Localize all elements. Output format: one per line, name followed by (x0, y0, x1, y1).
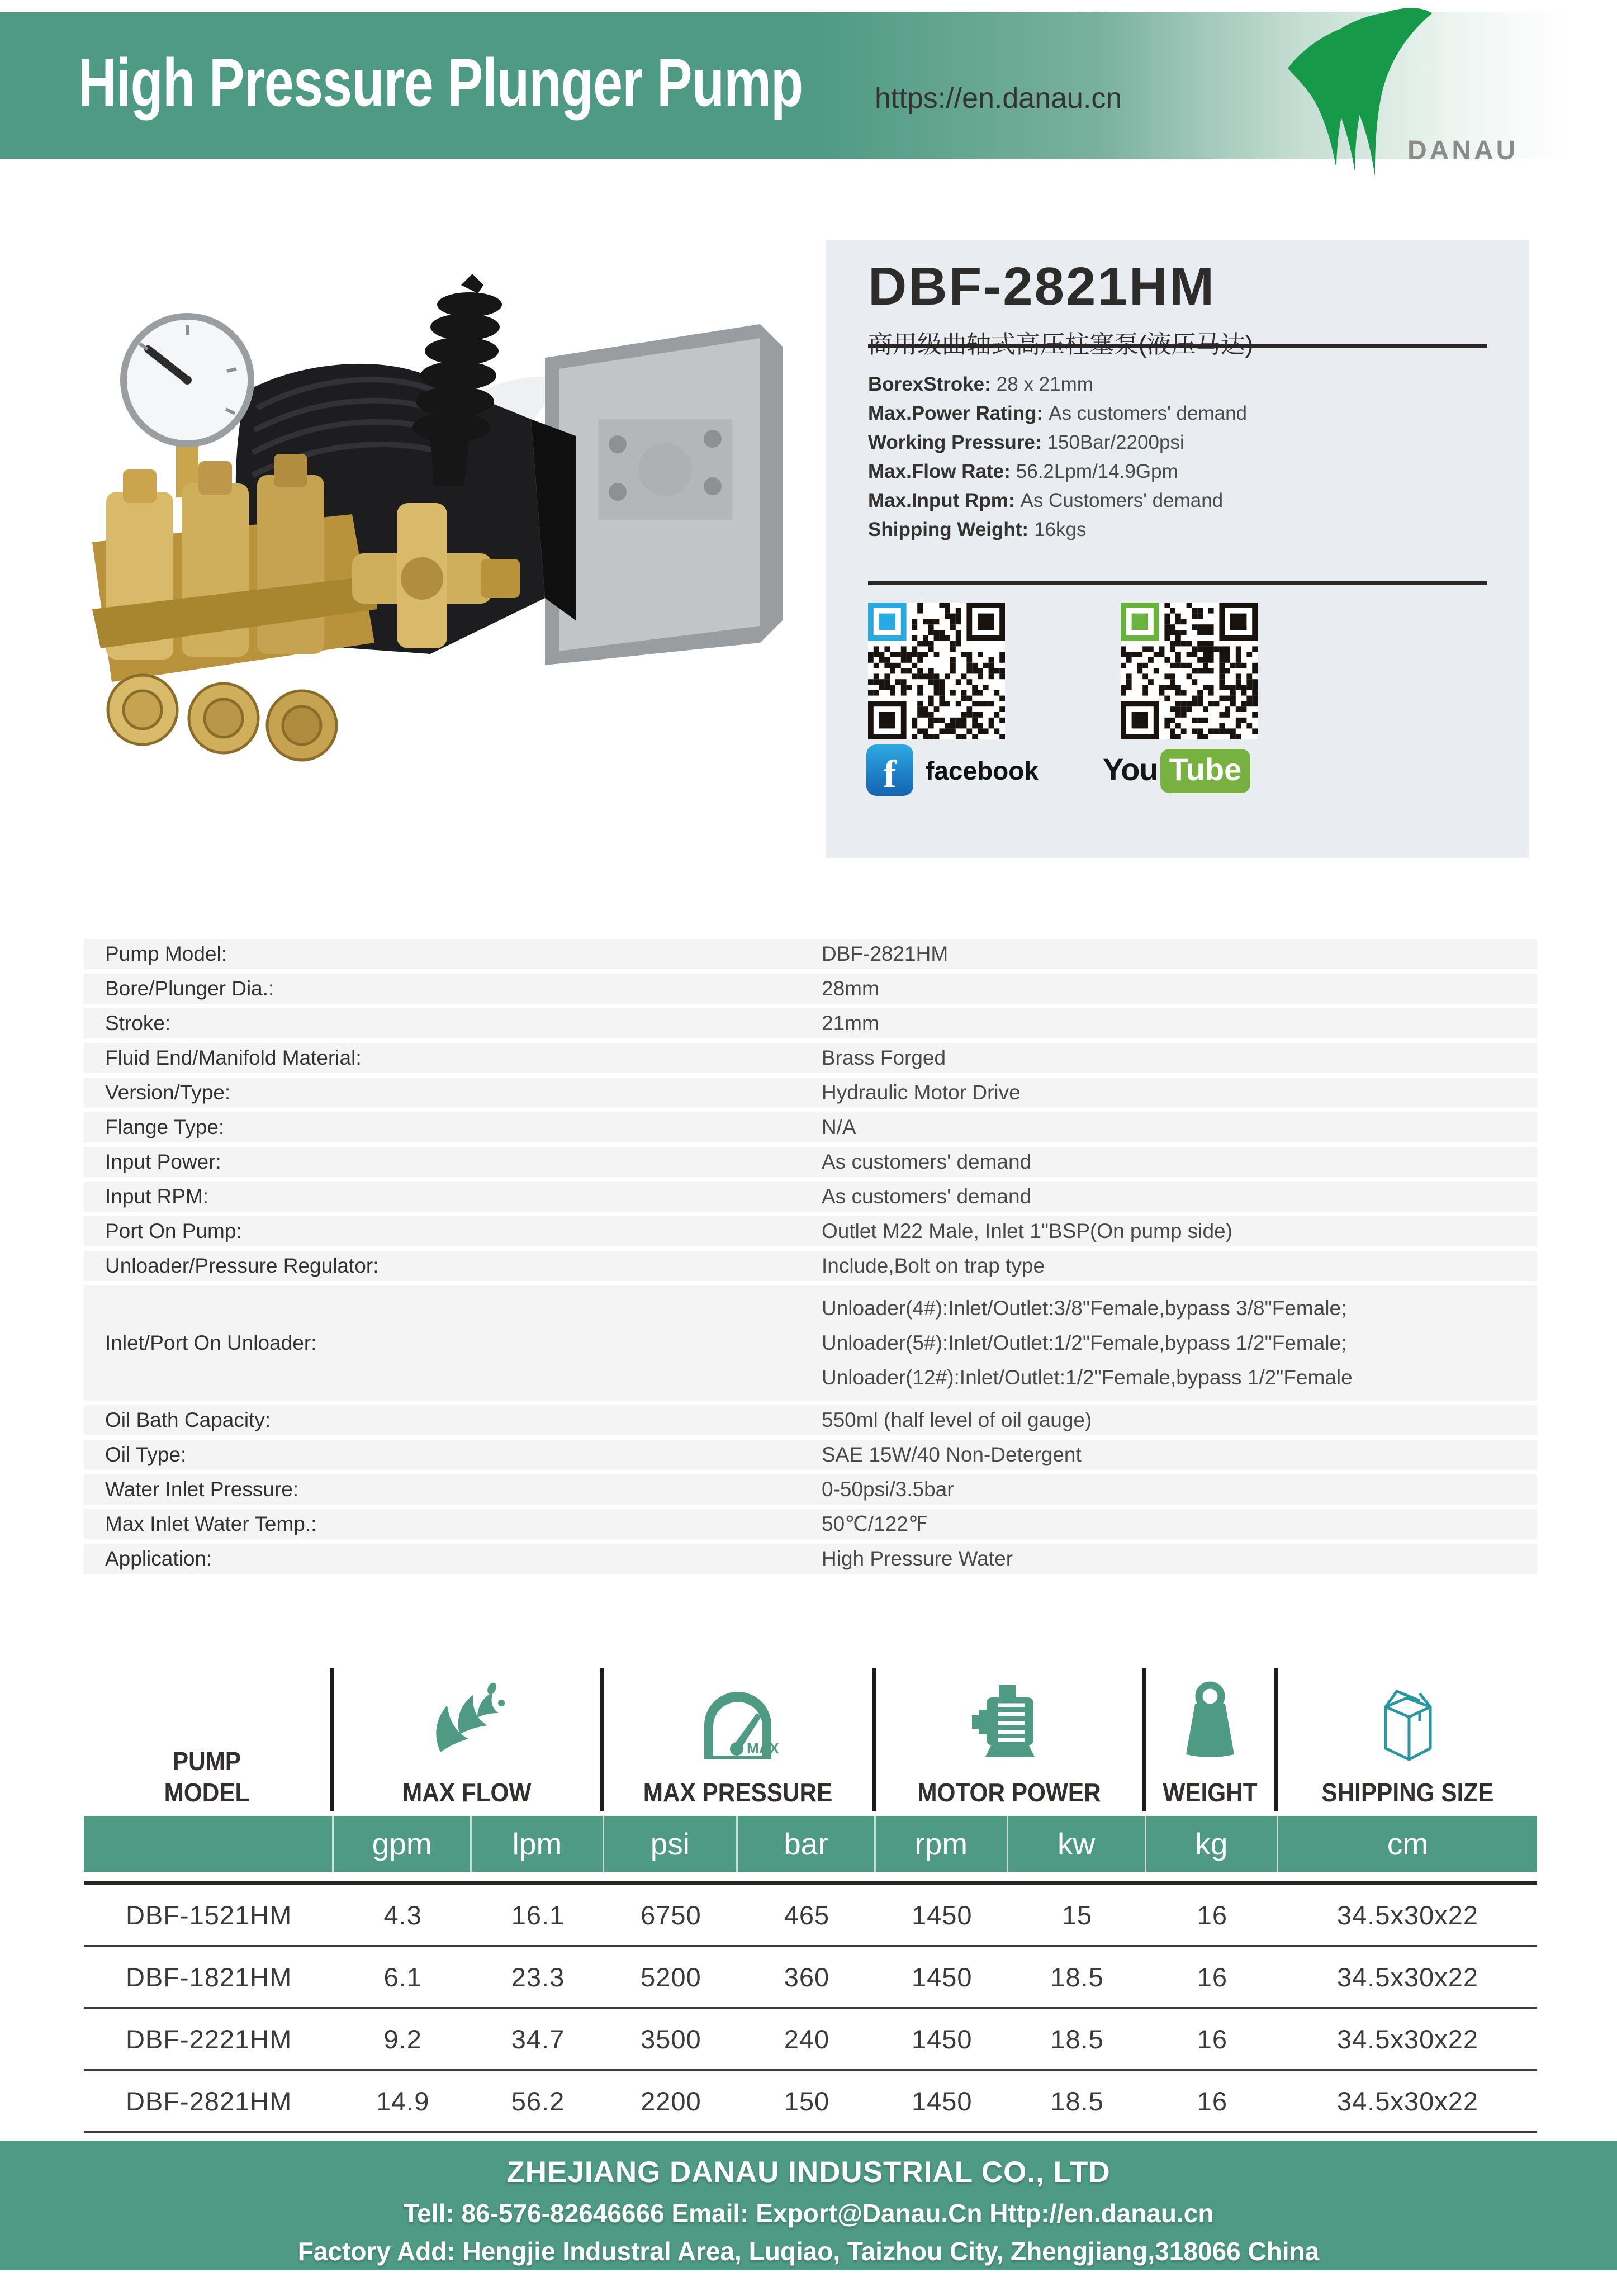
spec-row (84, 1043, 1537, 1073)
unit-cell: cm (1387, 1827, 1429, 1861)
product-subtitle-cn (868, 324, 1253, 360)
spec-label: Stroke: (105, 1012, 171, 1035)
units-row (84, 1816, 1537, 1872)
spec-table (84, 939, 1537, 1578)
spec-row (84, 1008, 1537, 1038)
youtube-qr-code (1121, 603, 1258, 739)
divider (868, 344, 1487, 348)
page-title: High Pressure Plunger Pump (78, 44, 803, 121)
pump-row-value: 4.3 (383, 1900, 422, 1930)
pump-row-value: 2200 (641, 2086, 701, 2116)
facebook-icon: f (866, 744, 913, 796)
quick-spec-label: BorexStroke: (868, 373, 991, 395)
spec-value (822, 939, 1537, 969)
quick-spec-line (868, 457, 1247, 486)
spec-label: Water Inlet Pressure: (105, 1478, 299, 1501)
quick-spec-line (868, 486, 1247, 515)
header-url[interactable]: https://en.danau.cn (875, 82, 1122, 115)
spec-label: Bore/Plunger Dia.: (105, 977, 274, 1000)
pump-row-value: 34.5x30x22 (1337, 2086, 1479, 2116)
unit-cell: kw (1008, 1816, 1146, 1872)
pump-row-value: 34.5x30x22 (1337, 2024, 1479, 2054)
quick-spec-value: 56.2Lpm/14.9Gpm (1016, 461, 1178, 482)
spec-row (84, 1147, 1537, 1177)
facebook-qr-code (868, 603, 1005, 739)
pump-row-value: 1450 (911, 1962, 973, 1992)
pump-row-value: 14.9 (376, 2086, 430, 2116)
spec-label: Version/Type: (105, 1081, 231, 1104)
spec-value-line: 21mm (822, 1012, 879, 1035)
column-max-flow: MAX FLOW (334, 1668, 604, 1811)
pump-row-value: 9.2 (383, 2024, 422, 2054)
spec-row (84, 1405, 1537, 1435)
pump-row-value: 34.7 (511, 2024, 565, 2054)
product-panel (826, 240, 1529, 858)
spec-row (84, 1509, 1537, 1539)
unit-cell-empty (84, 1816, 334, 1872)
pump-row (84, 2009, 1537, 2071)
spec-value (822, 1112, 1537, 1142)
pump-row-value: 16 (1197, 2024, 1227, 2054)
pump-row-value: 18.5 (1050, 2024, 1104, 2054)
spec-value (822, 1008, 1537, 1038)
pump-row-value: 3500 (641, 2024, 701, 2054)
spec-value (822, 1544, 1537, 1574)
column-motor-power: MOTOR POWER (876, 1668, 1146, 1811)
column-weight: WEIGHT (1146, 1668, 1279, 1811)
pump-row-model: DBF-2221HM (125, 2024, 292, 2054)
unit-cell: kg (1146, 1816, 1279, 1872)
column-max-pressure: MAX MAX PRESSURE (604, 1668, 876, 1811)
brand-name: DANAU (1407, 136, 1519, 165)
pump-table-body (84, 1885, 1537, 2133)
pump-row-value: 16 (1197, 1962, 1227, 1992)
pump-row-value: 15 (1061, 1900, 1093, 1930)
spec-label: Unloader/Pressure Regulator: (105, 1254, 379, 1277)
unit-cell: gpm (334, 1816, 472, 1872)
unit-cell: lpm (472, 1816, 604, 1872)
spec-value-line: High Pressure Water (822, 1547, 1013, 1570)
spec-row (84, 1474, 1537, 1505)
column-shipping-size: SHIPPING SIZE (1278, 1668, 1537, 1811)
quick-spec-line (868, 399, 1247, 428)
pump-row-value: 16.1 (511, 1900, 565, 1930)
quick-spec-label: Max.Input Rpm: (868, 490, 1015, 511)
spec-label: Input RPM: (105, 1185, 209, 1208)
pump-row-value: 5200 (641, 1962, 701, 1992)
pump-row-value: 6.1 (383, 1962, 422, 1992)
pump-row-value: 465 (784, 1900, 830, 1930)
quick-spec-label: Shipping Weight: (868, 519, 1029, 540)
spec-label: Pump Model: (105, 942, 227, 965)
spec-label: Inlet/Port On Unloader: (105, 1331, 317, 1354)
spec-value (822, 1509, 1537, 1539)
spec-value-line: 50℃/122℉ (822, 1512, 928, 1535)
column-pump-model: PUMP MODEL (84, 1668, 334, 1811)
pump-row-model: DBF-2821HM (125, 2086, 292, 2116)
spec-value-line: DBF-2821HM (822, 942, 949, 965)
spec-value (822, 1440, 1537, 1470)
pump-row-value: 23.3 (511, 1962, 565, 1992)
spec-row (84, 939, 1537, 969)
pump-row (84, 1947, 1537, 2009)
spec-label: Flange Type: (105, 1116, 225, 1138)
footer-company: ZHEJIANG DANAU INDUSTRIAL CO., LTD (506, 2156, 1111, 2189)
spec-value-line: Outlet M22 Male, Inlet 1"BSP(On pump side) (822, 1220, 1232, 1242)
pump-row-value: 240 (784, 2024, 830, 2054)
spec-value-line: Unloader(4#):Inlet/Outlet:3/8"Female,bypass 3/8"Female; (822, 1297, 1347, 1320)
spec-row (84, 1440, 1537, 1470)
pump-table-header (84, 1668, 1537, 1811)
spec-row (84, 1251, 1537, 1281)
pump-row (84, 1885, 1537, 1947)
spec-value-line: SAE 15W/40 Non-Detergent (822, 1443, 1082, 1466)
pump-row (84, 2071, 1537, 2133)
danau-logo (1286, 6, 1610, 196)
product-model: DBF-2821HM (868, 257, 1216, 316)
spec-value (822, 974, 1537, 1004)
spec-row (84, 1182, 1537, 1212)
motor-icon (876, 1668, 1142, 1777)
product-photo (39, 252, 810, 805)
pump-row-value: 150 (784, 2086, 830, 2116)
pump-row-value: 18.5 (1050, 1962, 1104, 1992)
footer-address: Factory Add: Hengjie Industral Area, Luqiao, Taizhou City, Zhengjiang,318066 China (297, 2237, 1320, 2266)
flow-icon (334, 1668, 600, 1777)
spec-value-line: Brass Forged (822, 1046, 946, 1069)
youtube-tube-text: Tube (1160, 749, 1251, 793)
quick-spec-line (868, 428, 1247, 457)
footer-band (0, 2141, 1617, 2270)
quick-spec-value: 16kgs (1034, 519, 1087, 540)
gauge-icon (604, 1668, 872, 1777)
spec-value-line: N/A (822, 1116, 856, 1138)
spec-row (84, 1112, 1537, 1142)
spec-value-line: As customers' demand (822, 1150, 1032, 1173)
pump-row-value: 16 (1197, 1900, 1227, 1930)
spec-value-line: 0-50psi/3.5bar (822, 1478, 954, 1501)
unit-cell: psi (604, 1816, 738, 1872)
spec-value (822, 1405, 1537, 1435)
unit-cell: bar (738, 1816, 876, 1872)
quick-specs (868, 370, 1247, 544)
pump-row-model: DBF-1821HM (125, 1962, 292, 1992)
spec-label: Oil Type: (105, 1443, 187, 1466)
spec-value-line: Include,Bolt on trap type (822, 1254, 1045, 1277)
pump-row-value: 6750 (641, 1900, 701, 1930)
spec-label: Input Power: (105, 1150, 221, 1173)
divider (868, 581, 1487, 585)
pump-row-value: 34.5x30x22 (1337, 1962, 1479, 1992)
quick-spec-line (868, 370, 1247, 399)
spec-row (84, 1285, 1537, 1401)
spec-value (822, 1291, 1537, 1395)
pump-row-value: 16 (1197, 2086, 1227, 2116)
spec-row (84, 1544, 1537, 1574)
quick-spec-label: Max.Power Rating: (868, 402, 1044, 424)
spec-label: Fluid End/Manifold Material: (105, 1046, 362, 1069)
spec-value-line: Unloader(5#):Inlet/Outlet:1/2"Female,bypass 1/2"Female; (822, 1331, 1347, 1354)
spec-value (822, 1043, 1537, 1073)
facebook-label: facebook (926, 756, 1039, 785)
youtube-logo (1103, 749, 1250, 793)
quick-spec-value: 28 x 21mm (996, 373, 1093, 395)
pump-row-value: 1450 (911, 1900, 973, 1930)
quick-spec-value: As Customers' demand (1020, 490, 1224, 511)
spec-value-line: 550ml (half level of oil gauge) (822, 1408, 1092, 1431)
table-divider (84, 1881, 1537, 1885)
weight-icon (1146, 1668, 1275, 1777)
pump-comparison-table (84, 1668, 1537, 2133)
spec-value (822, 1182, 1537, 1212)
spec-label: Application: (105, 1547, 212, 1570)
youtube-you-text: You (1103, 752, 1158, 787)
spec-value (822, 1147, 1537, 1177)
spec-value (822, 1216, 1537, 1246)
spec-value-line: As customers' demand (822, 1185, 1032, 1208)
quick-spec-value: As customers' demand (1049, 402, 1247, 424)
spec-value-line: 28mm (822, 977, 879, 1000)
spec-label: Port On Pump: (105, 1220, 242, 1242)
pump-row-value: 360 (784, 1962, 830, 1992)
pump-row-value: 56.2 (511, 2086, 565, 2116)
svg-text:MAX: MAX (747, 1740, 780, 1757)
pump-row-value: 1450 (911, 2086, 973, 2116)
footer-contact: Tell: 86-576-82646666 Email: Export@Danau.Cn Http://en.danau.cn (403, 2199, 1214, 2228)
quick-spec-label: Working Pressure: (868, 431, 1042, 453)
spec-label: Max Inlet Water Temp.: (105, 1512, 317, 1535)
pump-row-value: 18.5 (1050, 2086, 1104, 2116)
quick-spec-line (868, 515, 1247, 544)
pump-row-value: 34.5x30x22 (1337, 1900, 1479, 1930)
box-icon (1278, 1668, 1537, 1777)
spec-value (822, 1251, 1537, 1281)
pump-row-model: DBF-1521HM (125, 1900, 292, 1930)
mounting-plate (545, 324, 783, 665)
spec-value (822, 1474, 1537, 1505)
quick-spec-value: 150Bar/2200psi (1047, 431, 1184, 453)
spec-label: Oil Bath Capacity: (105, 1408, 271, 1431)
spec-row (84, 1078, 1537, 1108)
spec-value (822, 1078, 1537, 1108)
unit-cell: rpm (876, 1816, 1008, 1872)
spec-value-line: Hydraulic Motor Drive (822, 1081, 1021, 1104)
quick-spec-label: Max.Flow Rate: (868, 461, 1011, 482)
spec-value-line: Unloader(12#):Inlet/Outlet:1/2"Female,bypass 1/2"Female (822, 1366, 1353, 1389)
spec-row (84, 974, 1537, 1004)
pump-row-value: 1450 (911, 2024, 973, 2054)
social-row (826, 741, 1529, 803)
spec-row (84, 1216, 1537, 1246)
